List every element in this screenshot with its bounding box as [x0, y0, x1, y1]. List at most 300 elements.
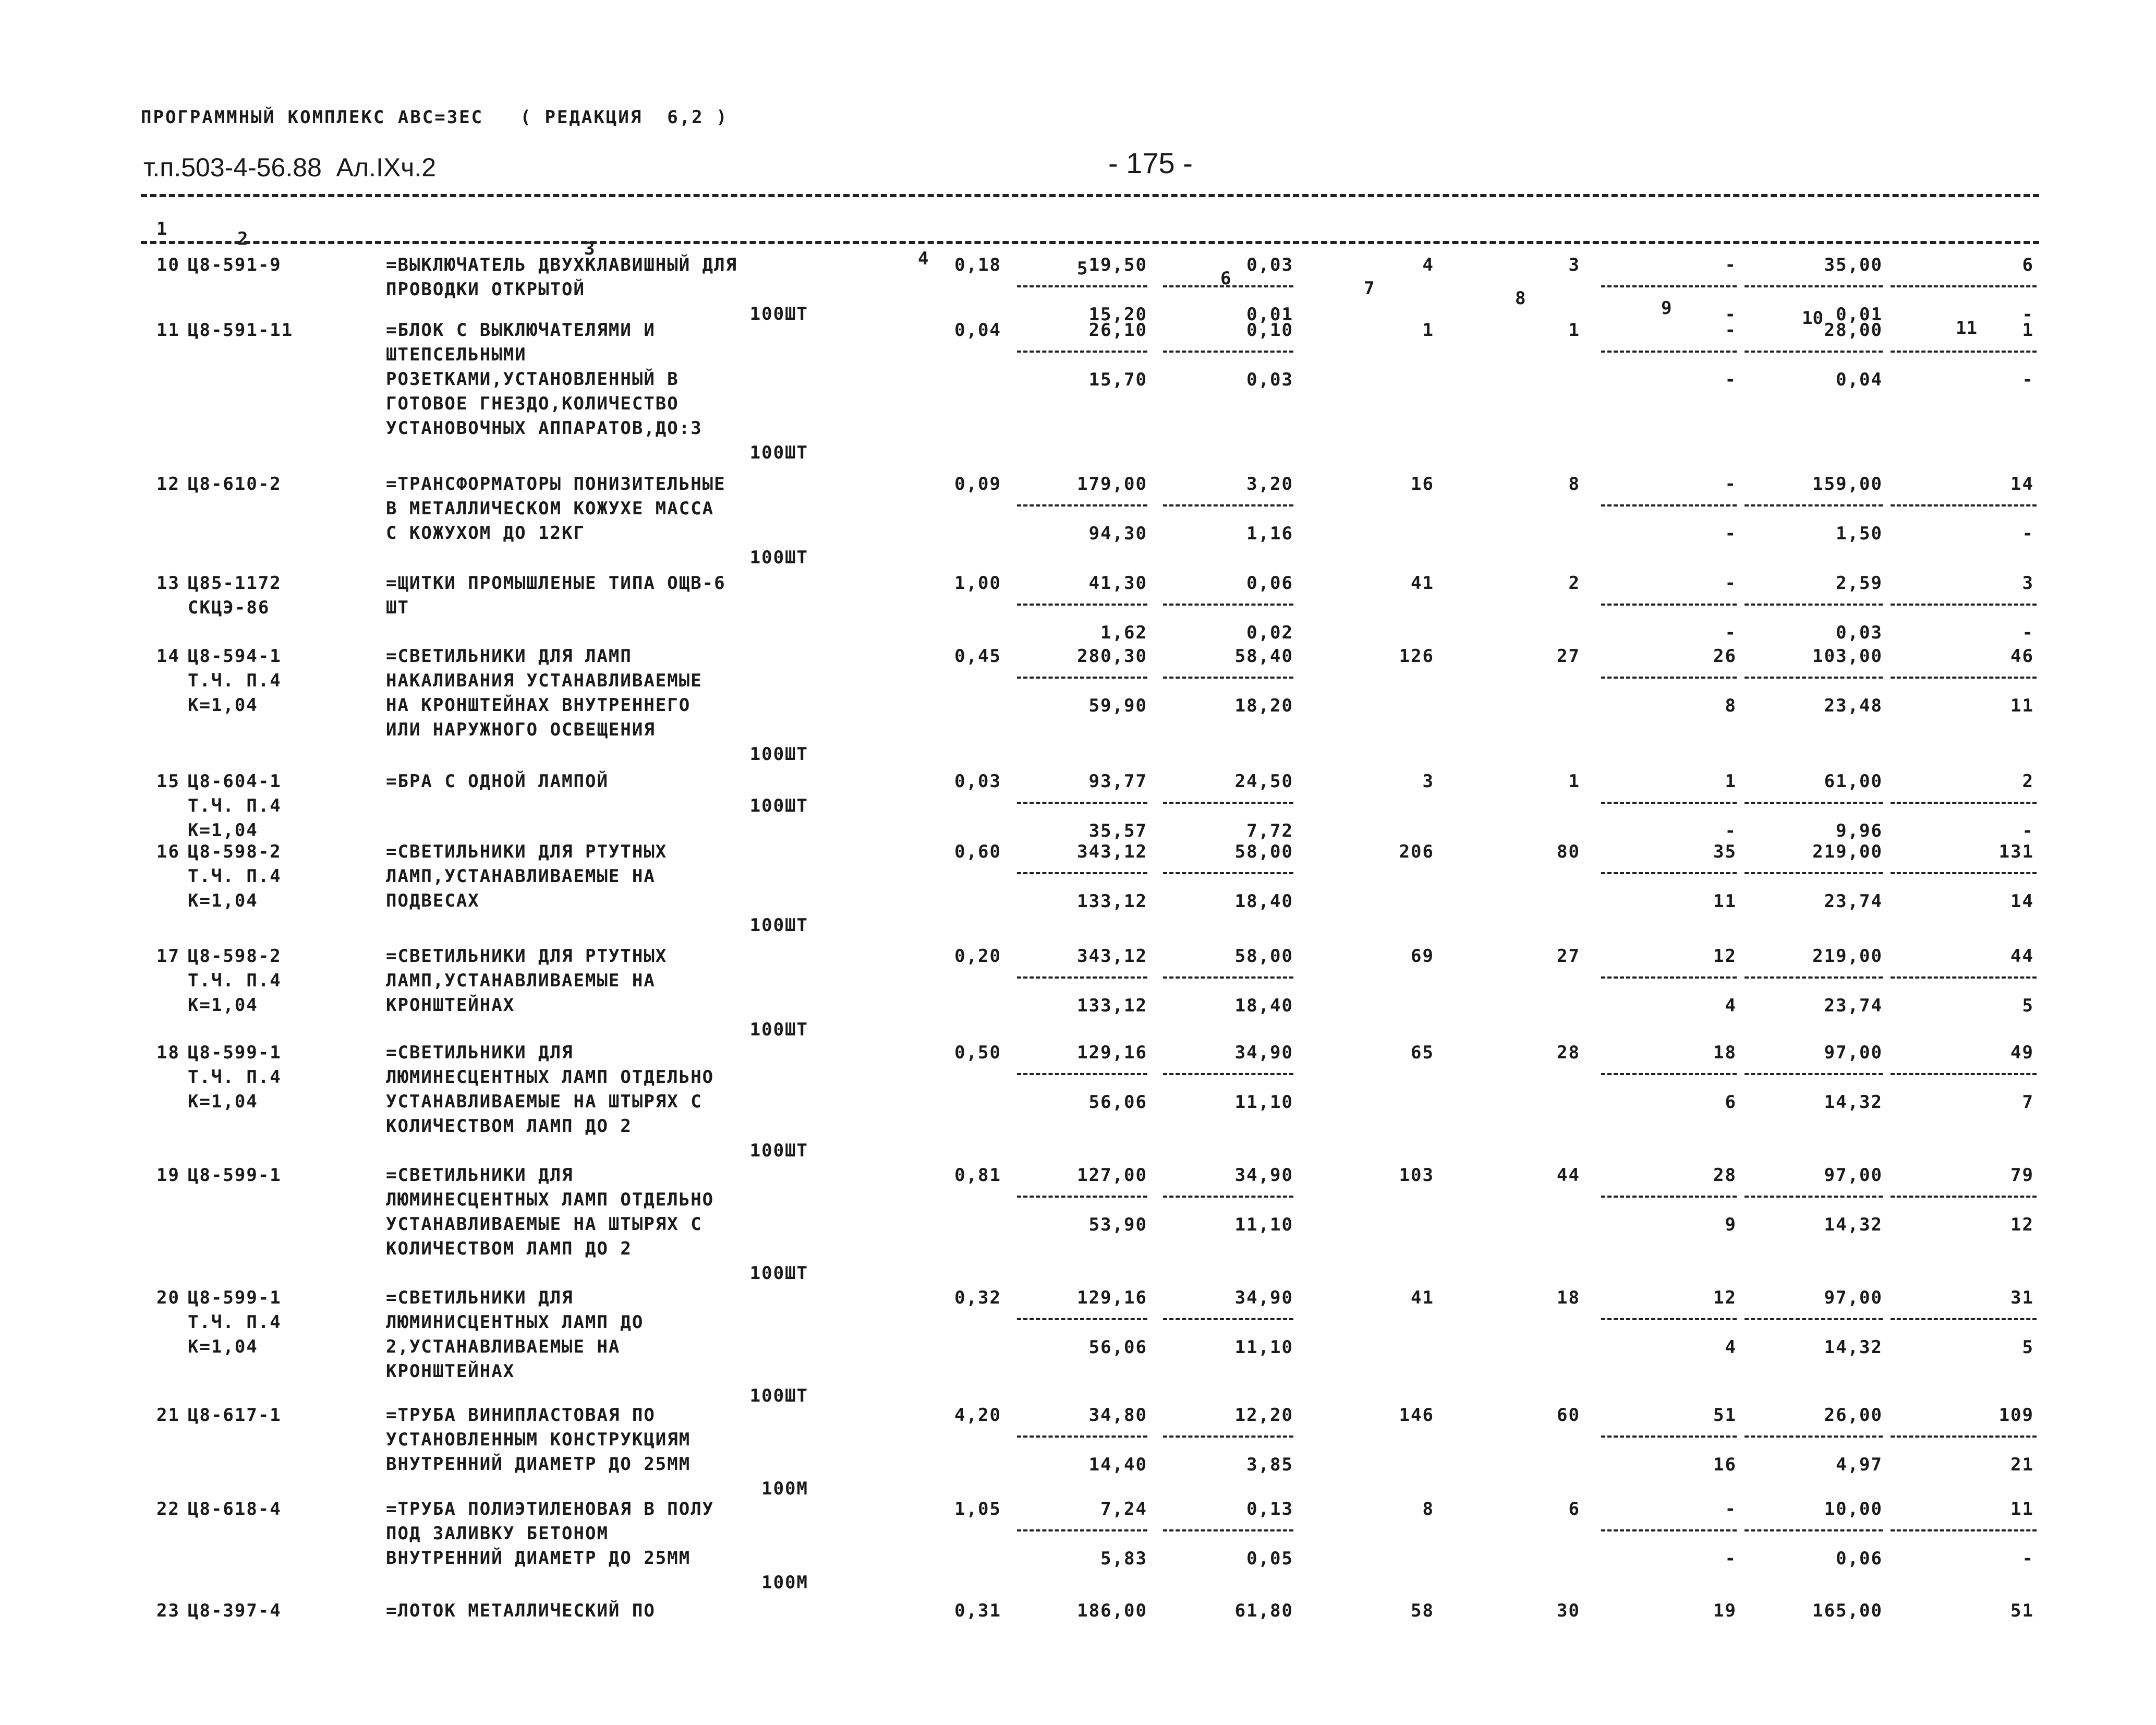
work-description: ИЛИ НАРУЖНОГО ОСВЕЩЕНИЯ	[386, 719, 656, 740]
cost-total: 179,00	[1077, 474, 1147, 494]
wages-value: 80	[1557, 841, 1580, 862]
labour-norm-sub: 0,06	[1836, 1548, 1883, 1569]
table-row	[0, 644, 2156, 765]
cost-wages: 59,90	[1088, 695, 1147, 716]
total-value: 206	[1399, 841, 1434, 862]
machine-wages-sub: 9	[1725, 1214, 1737, 1235]
work-description: =СВЕТИЛЬНИКИ ДЛЯ	[386, 1287, 574, 1308]
quantity-value: 4,20	[954, 1405, 1001, 1426]
quantity-value: 0,03	[954, 771, 1001, 792]
fraction-rule	[1017, 504, 1147, 506]
cost-machines: 0,10	[1246, 320, 1293, 341]
cost-wages: 14,40	[1088, 1454, 1147, 1475]
work-description: УСТАНОВОЧНЫХ АППАРАТОВ,ДО:3	[386, 418, 702, 439]
cost-machines-wages: 0,02	[1246, 622, 1293, 643]
labour-total: 131	[1998, 841, 2034, 862]
machine-wages: -	[1725, 573, 1737, 594]
norm-code: Т.Ч. П.4	[188, 795, 282, 816]
norm-code: К=1,04	[188, 1336, 258, 1357]
work-description: РОЗЕТКАМИ,УСТАНОВЛЕННЫЙ В	[386, 369, 679, 390]
cost-wages: 133,12	[1077, 995, 1147, 1016]
row-number: 14	[156, 646, 180, 667]
fraction-rule	[1163, 677, 1293, 679]
unit-label: 100ШТ	[749, 304, 808, 324]
labour-total-sub: 12	[2010, 1214, 2034, 1235]
work-description: =ТРАНСФОРМАТОРЫ ПОНИЗИТЕЛЬНЫЕ	[386, 474, 726, 494]
work-description: С КОЖУХОМ ДО 12КГ	[386, 523, 585, 544]
norm-code: К=1,04	[188, 695, 258, 716]
work-description: ВНУТРЕННИЙ ДИАМЕТР ДО 25ММ	[386, 1548, 691, 1569]
wages-value: 6	[1568, 1499, 1580, 1519]
cost-machines: 34,90	[1234, 1165, 1293, 1186]
labour-total: 11	[2010, 1499, 2034, 1519]
fraction-rule	[1745, 1318, 1883, 1320]
total-value: 41	[1411, 1287, 1434, 1308]
machine-wages-sub: -	[1725, 622, 1737, 643]
cost-total: 26,10	[1088, 320, 1147, 341]
labour-norm-sub: 0,03	[1836, 622, 1883, 643]
labour-total-sub: 7	[2022, 1092, 2034, 1113]
labour-norm: 159,00	[1812, 474, 1883, 494]
work-description: ЛАМП,УСТАНАВЛИВАЕМЫЕ НА	[386, 970, 656, 991]
col-header-11: 11	[1956, 318, 1977, 339]
fraction-rule	[1163, 1529, 1293, 1531]
labour-norm-sub: 14,32	[1824, 1214, 1883, 1235]
fraction-rule	[1163, 351, 1293, 353]
cost-machines: 58,00	[1234, 946, 1293, 967]
cost-machines: 0,06	[1246, 573, 1293, 594]
machine-wages: 35	[1713, 841, 1737, 862]
fraction-rule	[1601, 285, 1737, 287]
fraction-rule	[1601, 1073, 1737, 1075]
machine-wages-sub: 16	[1713, 1454, 1737, 1475]
norm-code: К=1,04	[188, 890, 258, 911]
quantity-value: 0,09	[954, 474, 1001, 494]
cost-total: 129,16	[1077, 1287, 1147, 1308]
cost-machines-wages: 0,03	[1246, 369, 1293, 390]
wages-value: 18	[1557, 1287, 1580, 1308]
work-description: КРОНШТЕЙНАХ	[386, 995, 515, 1016]
norm-code: Ц8-591-11	[188, 320, 294, 341]
labour-norm: 2,59	[1836, 573, 1883, 594]
fraction-rule	[1745, 1196, 1883, 1198]
fraction-rule	[1745, 604, 1883, 606]
total-value: 8	[1422, 1499, 1434, 1519]
work-description: ШТ	[386, 597, 409, 618]
fraction-rule	[1601, 504, 1737, 506]
cost-machines-wages: 18,40	[1234, 995, 1293, 1016]
total-value: 65	[1411, 1042, 1434, 1063]
total-value: 1	[1422, 320, 1434, 341]
row-number: 23	[156, 1600, 180, 1621]
cost-machines: 34,90	[1234, 1042, 1293, 1063]
work-description: ЛАМП,УСТАНАВЛИВАЕМЫЕ НА	[386, 866, 656, 887]
cost-machines: 58,40	[1234, 646, 1293, 667]
work-description: КОЛИЧЕСТВОМ ЛАМП ДО 2	[386, 1116, 632, 1137]
cost-total: 343,12	[1077, 841, 1147, 862]
fraction-rule	[1891, 1196, 2037, 1198]
norm-code: Ц8-618-4	[188, 1499, 282, 1519]
total-value: 126	[1399, 646, 1434, 667]
fraction-rule	[1601, 351, 1737, 353]
fraction-rule	[1891, 802, 2037, 804]
quantity-value: 0,18	[954, 255, 1001, 275]
labour-norm-sub: 4,97	[1836, 1454, 1883, 1475]
labour-norm: 97,00	[1824, 1042, 1883, 1063]
wages-value: 44	[1557, 1165, 1580, 1186]
row-number: 16	[156, 841, 180, 862]
fraction-rule	[1745, 504, 1883, 506]
fraction-rule	[1601, 1318, 1737, 1320]
table-row	[0, 944, 2156, 1040]
total-value: 69	[1411, 946, 1434, 967]
unit-label: 100ШТ	[749, 442, 808, 463]
work-description: УСТАНАВЛИВАЕМЫЕ НА ШТЫРЯХ С	[386, 1214, 702, 1235]
norm-code: К=1,04	[188, 1091, 258, 1112]
work-description: =БРА С ОДНОЙ ЛАМПОЙ	[386, 771, 609, 792]
unit-label: 100ШТ	[749, 795, 808, 816]
row-number: 12	[156, 474, 180, 494]
labour-total: 109	[1998, 1405, 2034, 1426]
table-row	[0, 1163, 2156, 1284]
wages-value: 3	[1568, 255, 1580, 275]
fraction-rule	[1745, 677, 1883, 679]
labour-norm-sub: 23,74	[1824, 995, 1883, 1016]
labour-total: 14	[2010, 474, 2034, 494]
fraction-rule	[1891, 285, 2037, 287]
cost-wages: 53,90	[1088, 1214, 1147, 1235]
fraction-rule	[1891, 1318, 2037, 1320]
machine-wages: 12	[1713, 946, 1737, 967]
cost-machines-wages: 11,10	[1234, 1337, 1293, 1358]
cost-total: 41,30	[1088, 573, 1147, 594]
fraction-rule	[1891, 976, 2037, 979]
labour-norm-sub: 0,01	[1836, 304, 1883, 325]
labour-total: 46	[2010, 646, 2034, 667]
cost-wages: 15,20	[1088, 304, 1147, 325]
work-description: ЛЮМИНИСЦЕНТНЫХ ЛАМП ДО	[386, 1312, 644, 1333]
norm-code: Ц8-604-1	[188, 771, 282, 792]
labour-norm-sub: 9,96	[1836, 821, 1883, 841]
labour-norm-sub: 14,32	[1824, 1092, 1883, 1113]
cost-wages: 5,83	[1100, 1548, 1147, 1569]
cost-total: 7,24	[1100, 1499, 1147, 1519]
wages-value: 2	[1568, 573, 1580, 594]
work-description: УСТАНАВЛИВАЕМЫЕ НА ШТЫРЯХ С	[386, 1091, 702, 1112]
machine-wages: -	[1725, 255, 1737, 275]
unit-label: 100ШТ	[749, 1385, 808, 1406]
col-header-8: 8	[1515, 288, 1526, 309]
fraction-rule	[1017, 1196, 1147, 1198]
labour-norm: 219,00	[1812, 841, 1883, 862]
fraction-rule	[1745, 872, 1883, 874]
norm-code: СКЦЭ-86	[188, 597, 270, 618]
fraction-rule	[1601, 677, 1737, 679]
table-row	[0, 253, 2156, 325]
machine-wages: 18	[1713, 1042, 1737, 1063]
document-code: т.п.503-4-56.88 Ал.IXч.2	[143, 153, 437, 182]
cost-machines-wages: 18,40	[1234, 891, 1293, 912]
fraction-rule	[1163, 504, 1293, 506]
row-number: 22	[156, 1499, 180, 1519]
machine-wages: 26	[1713, 646, 1737, 667]
machine-wages: 51	[1713, 1405, 1737, 1426]
unit-label: 100ШТ	[749, 547, 808, 568]
quantity-value: 0,04	[954, 320, 1001, 341]
fraction-rule	[1017, 1436, 1147, 1438]
work-description: НАКАЛИВАНИЯ УСТАНАВЛИВАЕМЫЕ	[386, 670, 702, 691]
norm-code: Ц8-610-2	[188, 474, 282, 494]
fraction-rule	[1163, 1196, 1293, 1198]
work-description: =СВЕТИЛЬНИКИ ДЛЯ РТУТНЫХ	[386, 841, 668, 862]
work-description: ЛЮМИНЕСЦЕНТНЫХ ЛАМП ОТДЕЛЬНО	[386, 1189, 714, 1210]
machine-wages: -	[1725, 1499, 1737, 1519]
work-description: =СВЕТИЛЬНИКИ ДЛЯ	[386, 1165, 574, 1186]
labour-total: 1	[2022, 320, 2034, 341]
row-number: 13	[156, 573, 180, 594]
labour-norm: 219,00	[1812, 946, 1883, 967]
machine-wages-sub: 4	[1725, 1337, 1737, 1358]
fraction-rule	[1891, 1073, 2037, 1075]
work-description: =ТРУБА ПОЛИЭТИЛЕНОВАЯ В ПОЛУ	[386, 1499, 714, 1519]
table-row	[0, 1497, 2156, 1593]
norm-code: Ц8-594-1	[188, 646, 282, 667]
labour-total-sub: -	[2022, 369, 2034, 390]
labour-norm: 103,00	[1812, 646, 1883, 667]
fraction-rule	[1745, 802, 1883, 804]
labour-total-sub: -	[2022, 622, 2034, 643]
norm-code: Ц8-598-2	[188, 841, 282, 862]
norm-code: К=1,04	[188, 995, 258, 1016]
table-row	[0, 318, 2156, 463]
total-value: 3	[1422, 771, 1434, 792]
norm-code: Ц8-591-9	[188, 255, 282, 275]
labour-norm-sub: 0,04	[1836, 369, 1883, 390]
quantity-value: 0,20	[954, 946, 1001, 967]
work-description: =СВЕТИЛЬНИКИ ДЛЯ ЛАМП	[386, 646, 632, 667]
work-description: =ТРУБА ВИНИПЛАСТОВАЯ ПО	[386, 1405, 656, 1426]
fraction-rule	[1017, 604, 1147, 606]
row-number: 17	[156, 946, 180, 967]
norm-code: Ц8-598-2	[188, 946, 282, 967]
labour-total: 79	[2010, 1165, 2034, 1186]
work-description: ПРОВОДКИ ОТКРЫТОЙ	[386, 279, 585, 300]
cost-machines: 61,80	[1234, 1600, 1293, 1621]
total-value: 103	[1399, 1165, 1434, 1186]
labour-total: 2	[2022, 771, 2034, 792]
cost-wages: 35,57	[1088, 821, 1147, 841]
labour-total-sub: -	[2022, 1548, 2034, 1569]
work-description: ПОДВЕСАХ	[386, 890, 480, 911]
program-header: ПРОГРАММНЫЙ КОМПЛЕКС АВС=ЗЕС ( РЕДАКЦИЯ 6,2 )	[141, 107, 729, 128]
norm-code: Ц85-1172	[188, 573, 282, 594]
row-number: 19	[156, 1165, 180, 1186]
col-header-9: 9	[1661, 298, 1672, 319]
fraction-rule	[1601, 604, 1737, 606]
cost-wages: 133,12	[1077, 891, 1147, 912]
labour-total-sub: 5	[2022, 1337, 2034, 1358]
cost-total: 280,30	[1077, 646, 1147, 667]
cost-wages: 94,30	[1088, 523, 1147, 544]
fraction-rule	[1601, 802, 1737, 804]
quantity-value: 1,05	[954, 1499, 1001, 1519]
labour-total: 49	[2010, 1042, 2034, 1063]
cost-total: 127,00	[1077, 1165, 1147, 1186]
cost-machines: 0,03	[1246, 255, 1293, 275]
work-description: В МЕТАЛЛИЧЕСКОМ КОЖУХЕ МАССА	[386, 498, 714, 519]
quantity-value: 0,60	[954, 841, 1001, 862]
machine-wages-sub: -	[1725, 1548, 1737, 1569]
fraction-rule	[1601, 1436, 1737, 1438]
labour-total-sub: -	[2022, 304, 2034, 325]
machine-wages: 1	[1725, 771, 1737, 792]
labour-total-sub: 21	[2010, 1454, 2034, 1475]
norm-code: Т.Ч. П.4	[188, 670, 282, 691]
labour-norm-sub: 23,74	[1824, 891, 1883, 912]
table-row	[0, 769, 2156, 841]
cost-wages: 56,06	[1088, 1337, 1147, 1358]
cost-total: 93,77	[1088, 771, 1147, 792]
fraction-rule	[1891, 604, 2037, 606]
work-description: =СВЕТИЛЬНИКИ ДЛЯ	[386, 1042, 574, 1063]
work-description: =ЛОТОК МЕТАЛЛИЧЕСКИЙ ПО	[386, 1600, 656, 1621]
total-value: 41	[1411, 573, 1434, 594]
fraction-rule	[1745, 1073, 1883, 1075]
wages-value: 30	[1557, 1600, 1580, 1621]
work-description: ВНУТРЕННИЙ ДИАМЕТР ДО 25ММ	[386, 1454, 691, 1475]
quantity-value: 0,32	[954, 1287, 1001, 1308]
col-header-4: 4	[918, 248, 929, 269]
fraction-rule	[1601, 1196, 1737, 1198]
fraction-rule	[1017, 1529, 1147, 1531]
fraction-rule	[1017, 872, 1147, 874]
cost-machines: 12,20	[1234, 1405, 1293, 1426]
machine-wages: 12	[1713, 1287, 1737, 1308]
fraction-rule	[1891, 351, 2037, 353]
col-header-2: 2	[237, 228, 248, 249]
machine-wages-sub: 8	[1725, 695, 1737, 716]
work-description: НА КРОНШТЕЙНАХ ВНУТРЕННЕГО	[386, 695, 691, 716]
fraction-rule	[1163, 285, 1293, 287]
work-description: =СВЕТИЛЬНИКИ ДЛЯ РТУТНЫХ	[386, 946, 668, 967]
norm-code: Т.Ч. П.4	[188, 970, 282, 991]
fraction-rule	[1163, 976, 1293, 979]
total-value: 58	[1411, 1600, 1434, 1621]
unit-label: 100М	[761, 1478, 808, 1499]
work-description: =БЛОК С ВЫКЛЮЧАТЕЛЯМИ И	[386, 320, 656, 341]
labour-norm: 97,00	[1824, 1287, 1883, 1308]
wages-value: 27	[1557, 646, 1580, 667]
quantity-value: 0,31	[954, 1600, 1001, 1621]
fraction-rule	[1745, 1436, 1883, 1438]
total-value: 16	[1411, 474, 1434, 494]
norm-code: Ц8-397-4	[188, 1600, 282, 1621]
machine-wages-sub: -	[1725, 821, 1737, 841]
machine-wages-sub: -	[1725, 369, 1737, 390]
work-description: ГОТОВОЕ ГНЕЗДО,КОЛИЧЕСТВО	[386, 393, 679, 414]
labour-total: 3	[2022, 573, 2034, 594]
cost-total: 129,16	[1077, 1042, 1147, 1063]
quantity-value: 0,81	[954, 1165, 1001, 1186]
cost-total: 343,12	[1077, 946, 1147, 967]
fraction-rule	[1601, 872, 1737, 874]
table-row	[0, 571, 2156, 643]
labour-norm-sub: 23,48	[1824, 695, 1883, 716]
norm-code: Ц8-599-1	[188, 1042, 282, 1063]
cost-machines-wages: 11,10	[1234, 1092, 1293, 1113]
fraction-rule	[1891, 504, 2037, 506]
wages-value: 1	[1568, 771, 1580, 792]
machine-wages: 19	[1713, 1600, 1737, 1621]
cost-wages: 15,70	[1088, 369, 1147, 390]
unit-label: 100ШТ	[749, 915, 808, 936]
labour-total: 6	[2022, 255, 2034, 275]
norm-code: Ц8-617-1	[188, 1405, 282, 1426]
labour-total-sub: -	[2022, 821, 2034, 841]
cost-machines-wages: 3,85	[1246, 1454, 1293, 1475]
cost-total: 19,50	[1088, 255, 1147, 275]
table-row	[0, 472, 2156, 568]
fraction-rule	[1891, 677, 2037, 679]
machine-wages-sub: 6	[1725, 1092, 1737, 1113]
cost-machines-wages: 0,05	[1246, 1548, 1293, 1569]
fraction-rule	[1163, 1436, 1293, 1438]
table-row	[0, 1403, 2156, 1499]
wages-value: 60	[1557, 1405, 1580, 1426]
col-header-7: 7	[1364, 278, 1375, 299]
unit-label: 100ШТ	[749, 744, 808, 765]
norm-code: Т.Ч. П.4	[188, 866, 282, 887]
cost-machines-wages: 18,20	[1234, 695, 1293, 716]
norm-code: Ц8-599-1	[188, 1287, 282, 1308]
fraction-rule	[1017, 802, 1147, 804]
machine-wages: 28	[1713, 1165, 1737, 1186]
work-description: ЛЮМИНЕСЦЕНТНЫХ ЛАМП ОТДЕЛЬНО	[386, 1067, 714, 1088]
quantity-value: 0,45	[954, 646, 1001, 667]
unit-label: 100М	[761, 1572, 808, 1593]
fraction-rule	[1891, 872, 2037, 874]
row-number: 11	[156, 320, 180, 341]
row-number: 20	[156, 1287, 180, 1308]
unit-label: 100ШТ	[749, 1019, 808, 1040]
fraction-rule	[1745, 351, 1883, 353]
col-header-3: 3	[584, 238, 595, 259]
work-description: ШТЕПСЕЛЬНЫМИ	[386, 344, 527, 365]
page-number: - 175 -	[1108, 147, 1193, 179]
fraction-rule	[1891, 1436, 2037, 1438]
labour-norm: 26,00	[1824, 1405, 1883, 1426]
fraction-rule	[1017, 677, 1147, 679]
fraction-rule	[1163, 604, 1293, 606]
col-header-10: 10	[1802, 308, 1823, 329]
cost-machines-wages: 1,16	[1246, 523, 1293, 544]
col-header-1: 1	[156, 219, 167, 239]
wages-value: 27	[1557, 946, 1580, 967]
labour-norm: 28,00	[1824, 320, 1883, 341]
fraction-rule	[1745, 976, 1883, 979]
work-description: 2,УСТАНАВЛИВАЕМЫЕ НА	[386, 1336, 621, 1357]
labour-norm: 35,00	[1824, 255, 1883, 275]
norm-code: К=1,04	[188, 820, 258, 841]
fraction-rule	[1891, 1529, 2037, 1531]
work-description: =ЩИТКИ ПРОМЫШЛЕНЫЕ ТИПА ОЩВ-6	[386, 573, 726, 594]
machine-wages: -	[1725, 320, 1737, 341]
quantity-value: 1,00	[954, 573, 1001, 594]
labour-norm: 97,00	[1824, 1165, 1883, 1186]
unit-label: 100ШТ	[749, 1140, 808, 1161]
fraction-rule	[1017, 351, 1147, 353]
cost-machines: 58,00	[1234, 841, 1293, 862]
